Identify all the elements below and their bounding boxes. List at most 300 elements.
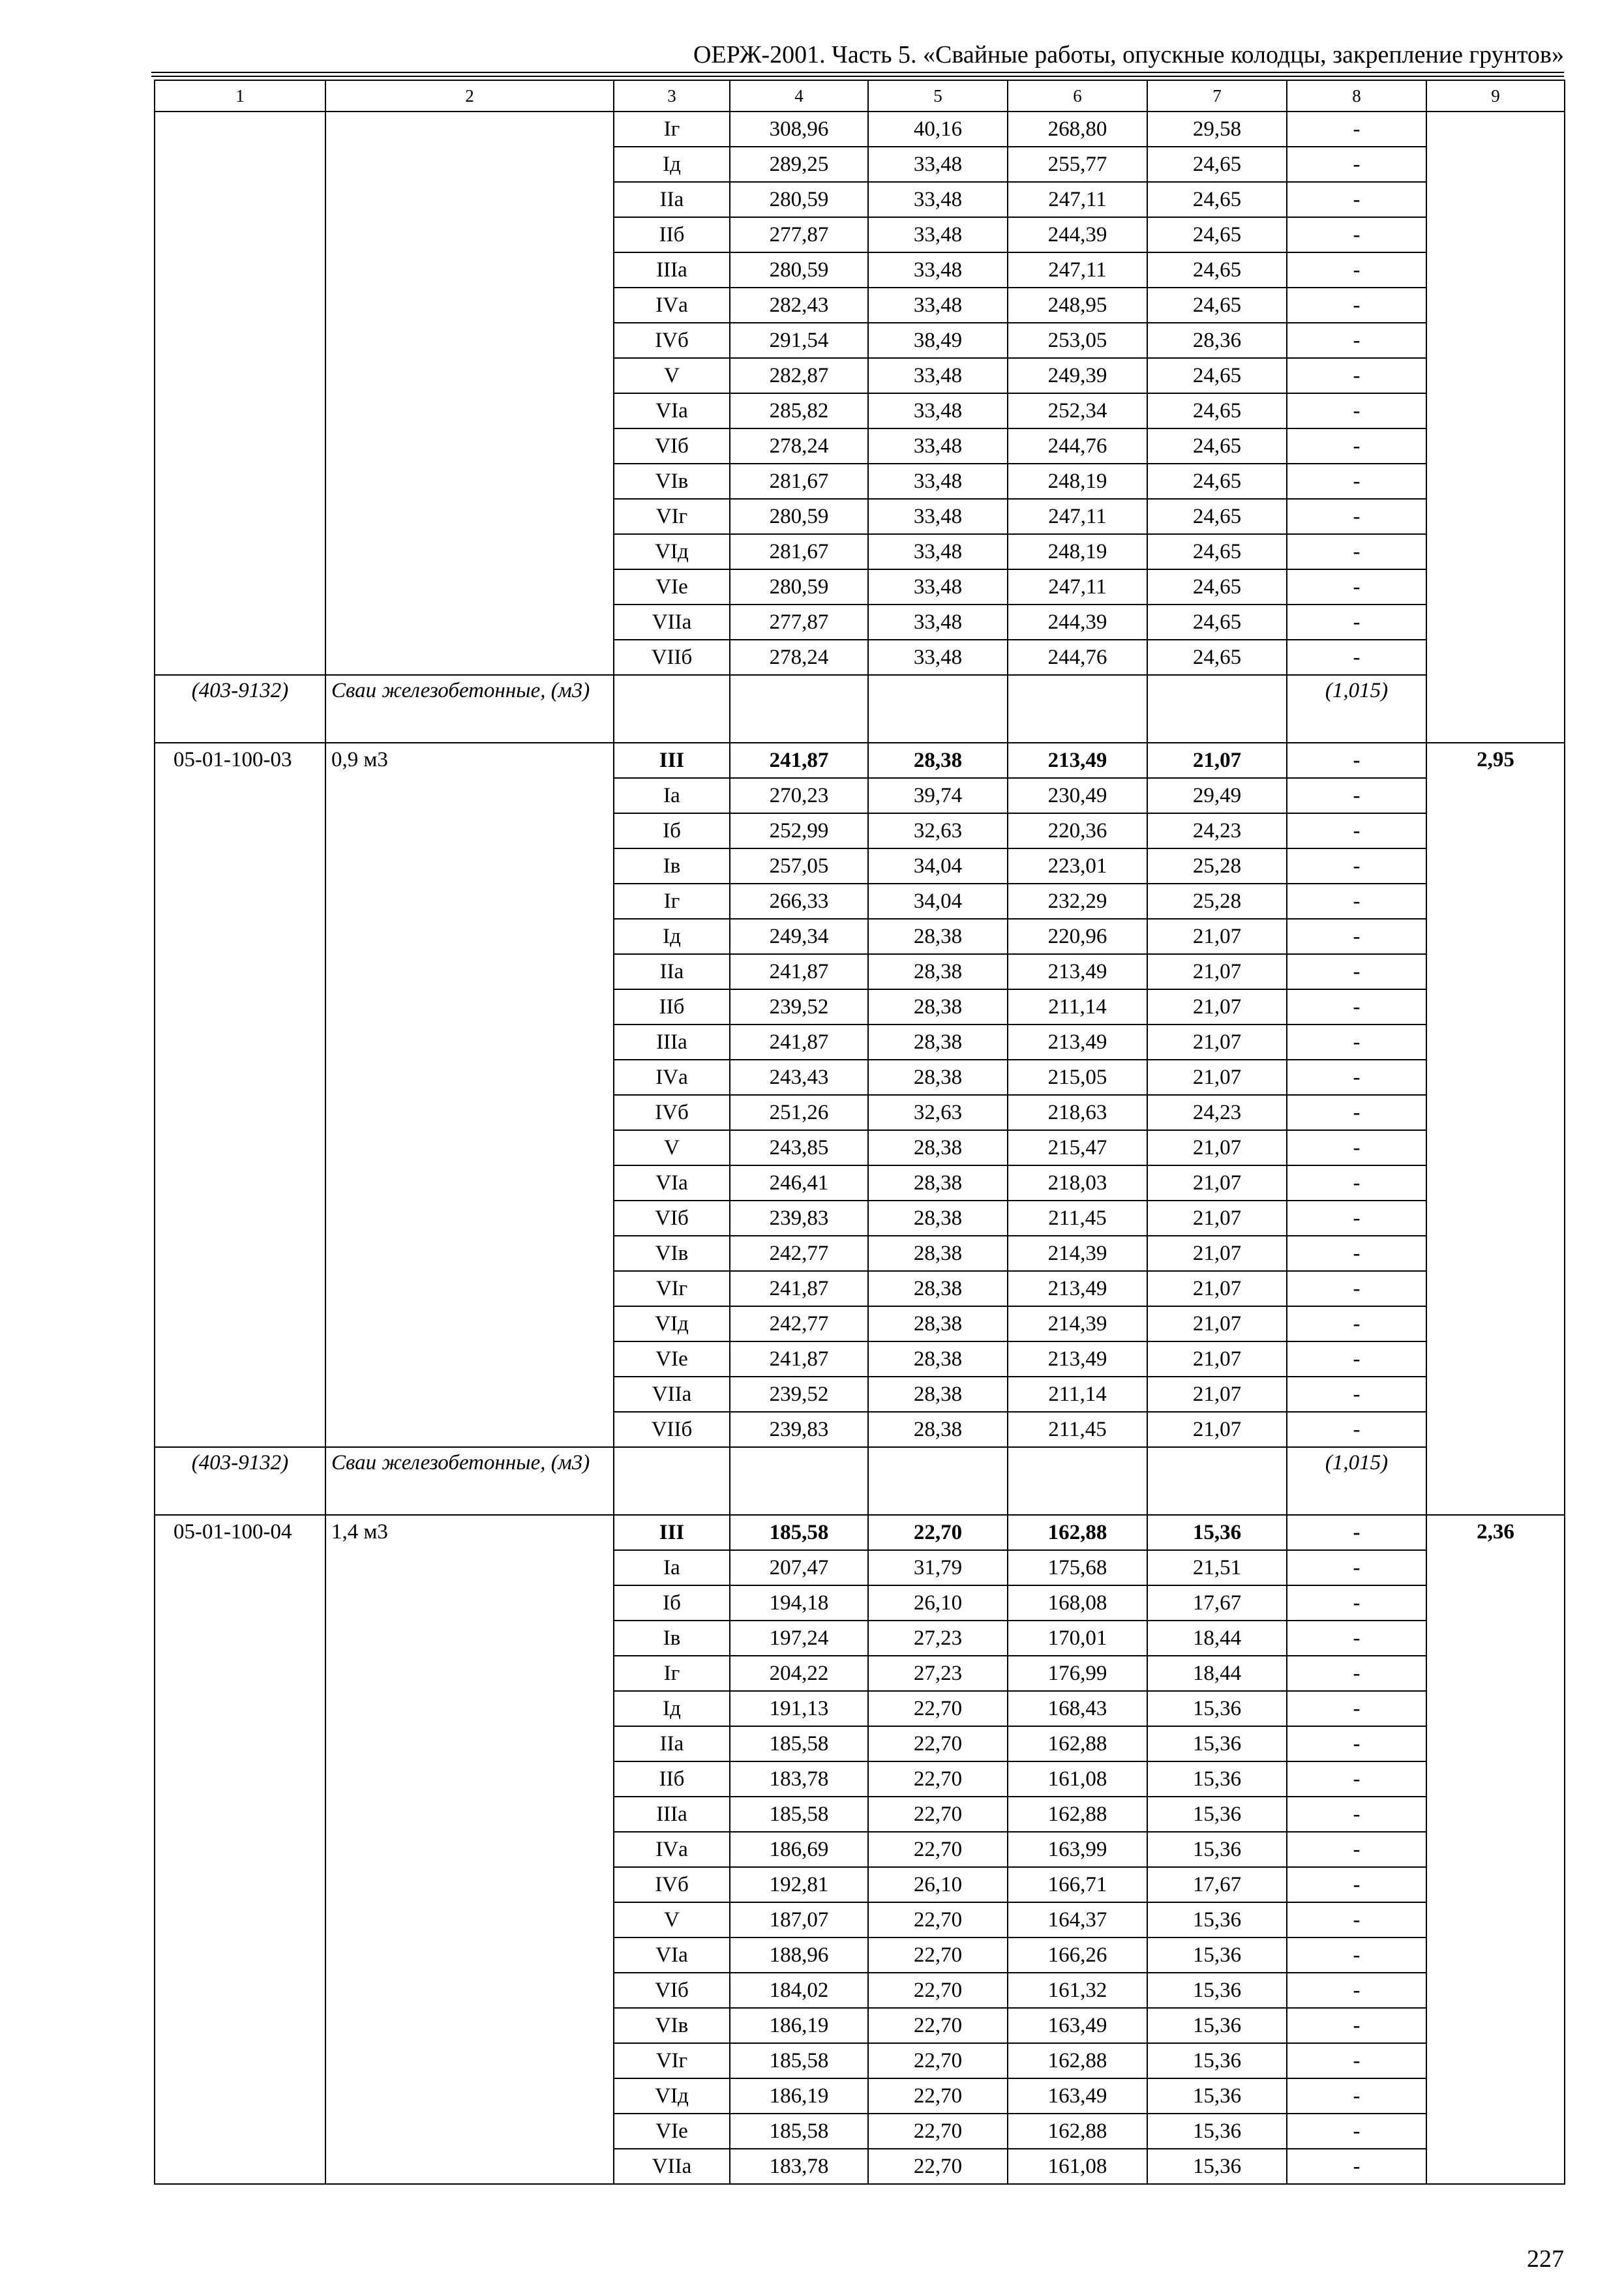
resource-code: (403-9132): [155, 1447, 325, 1515]
value-cell: 244,39: [1008, 217, 1147, 252]
value-cell: -: [1287, 323, 1426, 358]
value-cell: 285,82: [730, 393, 868, 428]
zone-cell: Iг: [614, 1656, 730, 1691]
value-cell: -: [1287, 182, 1426, 217]
value-cell: 28,38: [868, 1236, 1008, 1271]
value-cell: -: [1287, 813, 1426, 848]
zone-cell: IIа: [614, 182, 730, 217]
value-cell: 17,67: [1147, 1867, 1287, 1902]
empty-cell: [730, 675, 868, 743]
value-cell: 40,16: [868, 112, 1008, 147]
zone-cell: Iб: [614, 813, 730, 848]
value-cell: 223,01: [1008, 848, 1147, 884]
value-cell: 15,36: [1147, 1797, 1287, 1832]
value-cell: -: [1287, 1165, 1426, 1201]
value-cell: 22,70: [868, 1726, 1008, 1761]
empty-cell: [614, 675, 730, 743]
value-cell: -: [1287, 1867, 1426, 1902]
zone-cell: VIа: [614, 1165, 730, 1201]
value-cell: 243,43: [730, 1060, 868, 1095]
value-cell: 247,11: [1008, 499, 1147, 534]
value-cell: -: [1287, 1937, 1426, 1973]
value-cell: 32,63: [868, 1095, 1008, 1130]
value-cell: 21,07: [1147, 1236, 1287, 1271]
value-cell: 251,26: [730, 1095, 868, 1130]
value-cell: 33,48: [868, 393, 1008, 428]
value-cell: -: [1287, 464, 1426, 499]
column-number: 7: [1147, 80, 1287, 112]
zone-cell: V: [614, 1902, 730, 1937]
value-cell: 24,65: [1147, 640, 1287, 675]
value-cell: -: [1287, 1377, 1426, 1412]
value-cell: 161,08: [1008, 1761, 1147, 1797]
value-cell: 280,59: [730, 569, 868, 605]
value-cell: 176,99: [1008, 1656, 1147, 1691]
value-cell: -: [1287, 1025, 1426, 1060]
value-cell: 28,38: [868, 989, 1008, 1025]
value-cell: -: [1287, 1585, 1426, 1621]
value-cell: 163,99: [1008, 1832, 1147, 1867]
value-cell: -: [1287, 1973, 1426, 2008]
column-number: 3: [614, 80, 730, 112]
value-cell: 163,49: [1008, 2078, 1147, 2114]
value-cell: 280,59: [730, 252, 868, 288]
value-cell: 33,48: [868, 640, 1008, 675]
value-cell: 249,34: [730, 919, 868, 954]
zone-cell: IVб: [614, 1095, 730, 1130]
value-cell: 248,19: [1008, 534, 1147, 569]
value-cell: 281,67: [730, 534, 868, 569]
value-cell: -: [1287, 1201, 1426, 1236]
value-cell: 27,23: [868, 1656, 1008, 1691]
value-cell: 249,39: [1008, 358, 1147, 393]
zone-cell: III: [614, 743, 730, 778]
zone-cell: IIб: [614, 989, 730, 1025]
value-cell: 266,33: [730, 884, 868, 919]
value-cell: 213,49: [1008, 743, 1147, 778]
value-cell: 291,54: [730, 323, 868, 358]
zone-cell: IIб: [614, 1761, 730, 1797]
value-cell: 163,49: [1008, 2008, 1147, 2043]
zone-cell: III: [614, 1515, 730, 1550]
value-cell: 21,07: [1147, 1306, 1287, 1341]
value-cell: 168,08: [1008, 1585, 1147, 1621]
zone-cell: VIIа: [614, 2149, 730, 2184]
zone-cell: Iг: [614, 112, 730, 147]
value-cell: 24,65: [1147, 147, 1287, 182]
column-number: 5: [868, 80, 1008, 112]
empty-cell: [868, 675, 1008, 743]
value-cell: -: [1287, 428, 1426, 464]
value-cell: 24,23: [1147, 1095, 1287, 1130]
value-cell: -: [1287, 2114, 1426, 2149]
value-cell: 21,07: [1147, 1341, 1287, 1377]
value-cell: -: [1287, 1306, 1426, 1341]
value-cell: 280,59: [730, 182, 868, 217]
value-cell: 28,38: [868, 1412, 1008, 1447]
zone-cell: VIд: [614, 534, 730, 569]
value-cell: 186,69: [730, 1832, 868, 1867]
column-number: 2: [325, 80, 614, 112]
value-cell: -: [1287, 534, 1426, 569]
value-cell: 24,65: [1147, 288, 1287, 323]
value-cell: 255,77: [1008, 147, 1147, 182]
value-cell: 31,79: [868, 1550, 1008, 1585]
value-cell: 28,38: [868, 1341, 1008, 1377]
value-cell: 215,05: [1008, 1060, 1147, 1095]
resource-name: Сваи железобетонные, (м3): [325, 675, 614, 743]
value-cell: 21,07: [1147, 743, 1287, 778]
value-cell: 21,07: [1147, 1025, 1287, 1060]
value-cell: 22,70: [868, 2114, 1008, 2149]
value-cell: -: [1287, 358, 1426, 393]
zone-cell: Iа: [614, 1550, 730, 1585]
value-cell: -: [1287, 1902, 1426, 1937]
value-cell: 241,87: [730, 954, 868, 989]
empty-cell: [1147, 675, 1287, 743]
rate-code: 05-01-100-03: [155, 743, 325, 1447]
zone-cell: VIг: [614, 499, 730, 534]
weight-cell: 2,95: [1426, 743, 1565, 1515]
value-cell: -: [1287, 1656, 1426, 1691]
value-cell: 282,43: [730, 288, 868, 323]
value-cell: 280,59: [730, 499, 868, 534]
value-cell: -: [1287, 2149, 1426, 2184]
value-cell: 242,77: [730, 1236, 868, 1271]
resource-value: (1,015): [1287, 675, 1426, 743]
value-cell: 241,87: [730, 1341, 868, 1377]
zone-cell: VIIа: [614, 1377, 730, 1412]
column-number: 1: [155, 80, 325, 112]
value-cell: 24,65: [1147, 534, 1287, 569]
value-cell: 21,07: [1147, 954, 1287, 989]
value-cell: 183,78: [730, 1761, 868, 1797]
value-cell: 242,77: [730, 1306, 868, 1341]
value-cell: 33,48: [868, 605, 1008, 640]
value-cell: 241,87: [730, 1271, 868, 1306]
value-cell: -: [1287, 1621, 1426, 1656]
value-cell: 241,87: [730, 743, 868, 778]
value-cell: 15,36: [1147, 1515, 1287, 1550]
value-cell: 170,01: [1008, 1621, 1147, 1656]
value-cell: 277,87: [730, 217, 868, 252]
value-cell: -: [1287, 778, 1426, 813]
zone-cell: VIд: [614, 1306, 730, 1341]
value-cell: 22,70: [868, 1515, 1008, 1550]
value-cell: 22,70: [868, 1973, 1008, 2008]
value-cell: 28,38: [868, 954, 1008, 989]
value-cell: -: [1287, 1095, 1426, 1130]
value-cell: -: [1287, 1130, 1426, 1165]
value-cell: -: [1287, 954, 1426, 989]
value-cell: 239,83: [730, 1201, 868, 1236]
table-row: [155, 112, 1565, 147]
zone-cell: Iд: [614, 919, 730, 954]
value-cell: 29,58: [1147, 112, 1287, 147]
value-cell: 257,05: [730, 848, 868, 884]
value-cell: 33,48: [868, 358, 1008, 393]
value-cell: -: [1287, 1412, 1426, 1447]
value-cell: 21,07: [1147, 1060, 1287, 1095]
value-cell: 308,96: [730, 112, 868, 147]
value-cell: 191,13: [730, 1691, 868, 1726]
rate-code: 05-01-100-04: [155, 1515, 325, 2184]
value-cell: 21,07: [1147, 1412, 1287, 1447]
value-cell: 282,87: [730, 358, 868, 393]
zone-cell: VIд: [614, 2078, 730, 2114]
value-cell: 252,99: [730, 813, 868, 848]
zone-cell: Iд: [614, 1691, 730, 1726]
value-cell: 28,38: [868, 1130, 1008, 1165]
column-number-row: [155, 80, 1565, 112]
value-cell: 184,02: [730, 1973, 868, 2008]
value-cell: 24,65: [1147, 605, 1287, 640]
value-cell: 21,07: [1147, 1377, 1287, 1412]
value-cell: -: [1287, 393, 1426, 428]
value-cell: 28,38: [868, 1165, 1008, 1201]
value-cell: 21,07: [1147, 1201, 1287, 1236]
value-cell: -: [1287, 2008, 1426, 2043]
value-cell: 24,65: [1147, 428, 1287, 464]
value-cell: 15,36: [1147, 2149, 1287, 2184]
value-cell: 214,39: [1008, 1236, 1147, 1271]
value-cell: 25,28: [1147, 848, 1287, 884]
value-cell: -: [1287, 217, 1426, 252]
header-rule: [151, 72, 1564, 73]
rate-code: [155, 112, 325, 675]
page-header: ОЕРЖ-2001. Часть 5. «Свайные работы, опускные колодцы, закрепление грунтов»: [693, 41, 1564, 68]
value-cell: 252,34: [1008, 393, 1147, 428]
empty-cell: [730, 1447, 868, 1515]
value-cell: 213,49: [1008, 954, 1147, 989]
value-cell: 28,38: [868, 1306, 1008, 1341]
zone-cell: VIе: [614, 2114, 730, 2149]
zone-cell: VIб: [614, 1973, 730, 2008]
value-cell: 161,08: [1008, 2149, 1147, 2184]
value-cell: 39,74: [868, 778, 1008, 813]
column-number: 9: [1426, 80, 1565, 112]
value-cell: 162,88: [1008, 2043, 1147, 2078]
value-cell: 162,88: [1008, 1726, 1147, 1761]
zone-cell: VIв: [614, 2008, 730, 2043]
zone-cell: Iа: [614, 778, 730, 813]
value-cell: 162,88: [1008, 2114, 1147, 2149]
value-cell: -: [1287, 1550, 1426, 1585]
value-cell: 185,58: [730, 2114, 868, 2149]
value-cell: 218,03: [1008, 1165, 1147, 1201]
value-cell: 15,36: [1147, 2078, 1287, 2114]
empty-cell: [1147, 1447, 1287, 1515]
rate-name: 0,9 м3: [325, 743, 614, 1447]
zone-cell: VIб: [614, 1201, 730, 1236]
value-cell: 21,07: [1147, 1130, 1287, 1165]
value-cell: 186,19: [730, 2008, 868, 2043]
value-cell: 24,65: [1147, 393, 1287, 428]
zone-cell: Iд: [614, 147, 730, 182]
value-cell: 15,36: [1147, 1691, 1287, 1726]
empty-cell: [614, 1447, 730, 1515]
zone-cell: VIа: [614, 1937, 730, 1973]
value-cell: 24,65: [1147, 464, 1287, 499]
zone-cell: IVа: [614, 288, 730, 323]
value-cell: 247,11: [1008, 252, 1147, 288]
value-cell: 24,65: [1147, 252, 1287, 288]
value-cell: 164,37: [1008, 1902, 1147, 1937]
value-cell: -: [1287, 1761, 1426, 1797]
value-cell: 22,70: [868, 2078, 1008, 2114]
zone-cell: V: [614, 1130, 730, 1165]
zone-cell: VIв: [614, 1236, 730, 1271]
value-cell: 15,36: [1147, 1973, 1287, 2008]
value-cell: 22,70: [868, 2149, 1008, 2184]
value-cell: 213,49: [1008, 1025, 1147, 1060]
value-cell: 215,47: [1008, 1130, 1147, 1165]
zone-cell: IVа: [614, 1060, 730, 1095]
zone-cell: IIа: [614, 954, 730, 989]
value-cell: 244,39: [1008, 605, 1147, 640]
value-cell: 25,28: [1147, 884, 1287, 919]
value-cell: -: [1287, 1515, 1426, 1550]
value-cell: 289,25: [730, 147, 868, 182]
value-cell: 24,65: [1147, 182, 1287, 217]
rate-name: [325, 112, 614, 675]
column-number: 6: [1008, 80, 1147, 112]
table-row-head: [155, 1515, 1565, 1550]
value-cell: 33,48: [868, 569, 1008, 605]
value-cell: 239,52: [730, 989, 868, 1025]
value-cell: 32,63: [868, 813, 1008, 848]
zone-cell: IVа: [614, 1832, 730, 1867]
value-cell: 213,49: [1008, 1271, 1147, 1306]
value-cell: 24,65: [1147, 217, 1287, 252]
value-cell: 26,10: [868, 1867, 1008, 1902]
value-cell: 22,70: [868, 1902, 1008, 1937]
value-cell: 278,24: [730, 640, 868, 675]
value-cell: 33,48: [868, 182, 1008, 217]
page-number: 227: [1527, 2245, 1564, 2273]
value-cell: 28,38: [868, 1377, 1008, 1412]
value-cell: 17,67: [1147, 1585, 1287, 1621]
header-rule-double: [151, 76, 1564, 77]
weight-cell: 2,36: [1426, 1515, 1565, 2184]
value-cell: 24,65: [1147, 499, 1287, 534]
value-cell: 28,38: [868, 919, 1008, 954]
value-cell: 29,49: [1147, 778, 1287, 813]
value-cell: 248,19: [1008, 464, 1147, 499]
value-cell: 22,70: [868, 2008, 1008, 2043]
value-cell: 18,44: [1147, 1621, 1287, 1656]
value-cell: 218,63: [1008, 1095, 1147, 1130]
value-cell: 33,48: [868, 464, 1008, 499]
value-cell: 22,70: [868, 1691, 1008, 1726]
value-cell: 38,49: [868, 323, 1008, 358]
value-cell: 268,80: [1008, 112, 1147, 147]
value-cell: 21,07: [1147, 1165, 1287, 1201]
value-cell: 21,51: [1147, 1550, 1287, 1585]
value-cell: 246,41: [730, 1165, 868, 1201]
value-cell: 28,38: [868, 1025, 1008, 1060]
zone-cell: IIIа: [614, 1797, 730, 1832]
value-cell: -: [1287, 2043, 1426, 2078]
value-cell: -: [1287, 605, 1426, 640]
zone-cell: IIIа: [614, 1025, 730, 1060]
value-cell: 244,76: [1008, 428, 1147, 464]
value-cell: 278,24: [730, 428, 868, 464]
value-cell: 166,26: [1008, 1937, 1147, 1973]
value-cell: -: [1287, 1060, 1426, 1095]
value-cell: 185,58: [730, 1515, 868, 1550]
value-cell: -: [1287, 112, 1426, 147]
zone-cell: Iг: [614, 884, 730, 919]
zone-cell: IIIа: [614, 252, 730, 288]
value-cell: 27,23: [868, 1621, 1008, 1656]
value-cell: 185,58: [730, 1797, 868, 1832]
value-cell: 277,87: [730, 605, 868, 640]
value-cell: 24,65: [1147, 569, 1287, 605]
rates-table-body: [155, 80, 1565, 2184]
value-cell: 247,11: [1008, 182, 1147, 217]
value-cell: 185,58: [730, 1726, 868, 1761]
value-cell: 15,36: [1147, 1761, 1287, 1797]
value-cell: 26,10: [868, 1585, 1008, 1621]
value-cell: -: [1287, 848, 1426, 884]
zone-cell: IVб: [614, 1867, 730, 1902]
value-cell: 21,07: [1147, 989, 1287, 1025]
value-cell: 22,70: [868, 1761, 1008, 1797]
value-cell: 197,24: [730, 1621, 868, 1656]
value-cell: 243,85: [730, 1130, 868, 1165]
value-cell: 33,48: [868, 534, 1008, 569]
value-cell: 207,47: [730, 1550, 868, 1585]
column-number: 8: [1287, 80, 1426, 112]
value-cell: 33,48: [868, 217, 1008, 252]
value-cell: 244,76: [1008, 640, 1147, 675]
value-cell: 162,88: [1008, 1515, 1147, 1550]
value-cell: 188,96: [730, 1937, 868, 1973]
value-cell: -: [1287, 288, 1426, 323]
value-cell: -: [1287, 640, 1426, 675]
value-cell: -: [1287, 1726, 1426, 1761]
value-cell: 183,78: [730, 2149, 868, 2184]
resource-name: Сваи железобетонные, (м3): [325, 1447, 614, 1515]
resource-value: (1,015): [1287, 1447, 1426, 1515]
value-cell: 15,36: [1147, 1937, 1287, 1973]
zone-cell: VIг: [614, 1271, 730, 1306]
zone-cell: VIIб: [614, 640, 730, 675]
empty-cell: [868, 1447, 1008, 1515]
value-cell: 186,19: [730, 2078, 868, 2114]
resource-row: [155, 1447, 1565, 1515]
zone-cell: Iв: [614, 1621, 730, 1656]
value-cell: 220,36: [1008, 813, 1147, 848]
value-cell: -: [1287, 2078, 1426, 2114]
rate-name: 1,4 м3: [325, 1515, 614, 2184]
value-cell: -: [1287, 1341, 1426, 1377]
value-cell: 24,23: [1147, 813, 1287, 848]
value-cell: 241,87: [730, 1025, 868, 1060]
value-cell: 248,95: [1008, 288, 1147, 323]
value-cell: -: [1287, 1271, 1426, 1306]
value-cell: 22,70: [868, 1937, 1008, 1973]
value-cell: 24,65: [1147, 358, 1287, 393]
value-cell: 204,22: [730, 1656, 868, 1691]
value-cell: 187,07: [730, 1902, 868, 1937]
value-cell: 33,48: [868, 147, 1008, 182]
empty-cell: [1008, 1447, 1147, 1515]
value-cell: 220,96: [1008, 919, 1147, 954]
value-cell: 15,36: [1147, 1832, 1287, 1867]
value-cell: 175,68: [1008, 1550, 1147, 1585]
